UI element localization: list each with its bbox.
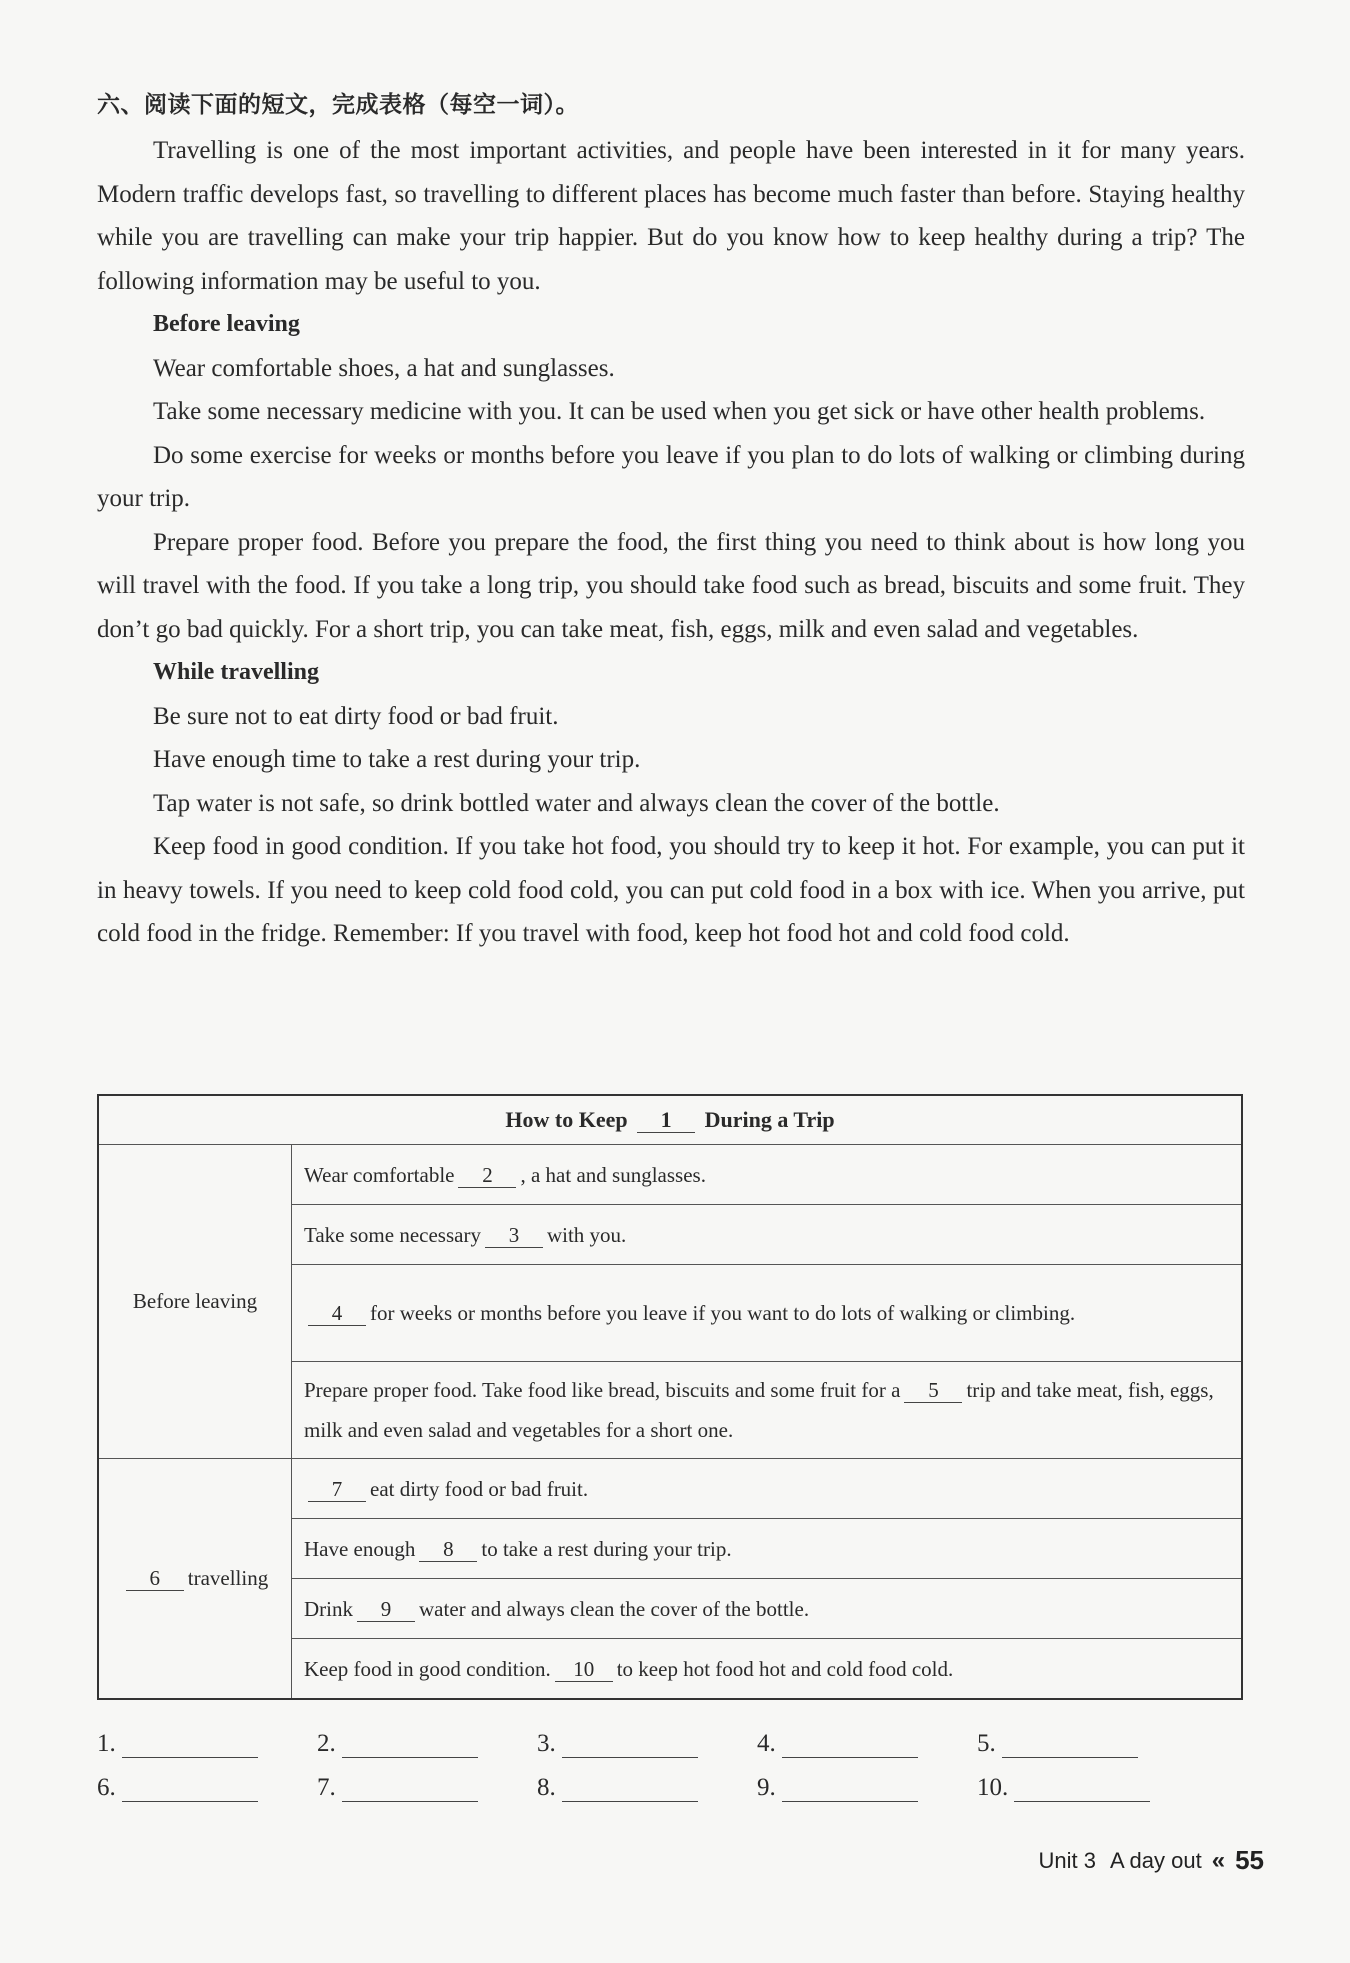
answer-line[interactable] (562, 1737, 698, 1758)
page-footer (1038, 1845, 1264, 1876)
before-paragraph-1: Wear comfortable shoes, a hat and sunglasses. (153, 354, 615, 382)
answer-item[interactable]: 6. (97, 1758, 317, 1802)
answer-item[interactable]: 2. (317, 1714, 537, 1758)
answer-item[interactable]: 10. (977, 1758, 1197, 1802)
blank-7[interactable]: 7 (308, 1477, 366, 1502)
answer-line[interactable] (1002, 1737, 1138, 1758)
blank-5[interactable]: 5 (904, 1378, 962, 1403)
answer-line[interactable] (782, 1781, 918, 1802)
summary-table (97, 1094, 1243, 1700)
answer-row (97, 1758, 1197, 1802)
answer-line[interactable] (782, 1737, 918, 1758)
table-title: How to Keep 1 During a Trip (98, 1095, 1242, 1145)
intro-paragraph: Travelling is one of the most important activities, and people have been interested in it for many years. Modern traffic develops fast, so travelling to different places has become much faster than before. Staying healthy while you are travelling can make your trip happier. But do you know how to keep healthy during a trip? The following information may be useful to you. (97, 137, 1245, 295)
blank-4[interactable]: 4 (308, 1301, 366, 1326)
table-row: 7 eat dirty food or bad fruit. (292, 1459, 1243, 1519)
while-paragraph-4: Keep food in good condition. If you take hot food, you should try to keep it hot. For example, you can put it in heavy towels. If you need to keep cold food cold, you can put cold food in a box with ice. When you arrive, put cold food in the fridge. Remember: If you travel with food, keep hot food hot and cold food cold. (97, 833, 1245, 947)
answer-item[interactable]: 7. (317, 1758, 537, 1802)
section-title: 六、阅读下面的短文，完成表格（每空一词）。 (97, 92, 579, 118)
table-row: Drink 9 water and always clean the cover of the bottle. (292, 1579, 1243, 1639)
blank-10[interactable]: 10 (555, 1657, 613, 1682)
answer-item[interactable]: 3. (537, 1714, 757, 1758)
while-paragraph-1: Be sure not to eat dirty food or bad fruit. (153, 702, 559, 730)
blank-8[interactable]: 8 (419, 1537, 477, 1562)
answer-line[interactable] (122, 1781, 258, 1802)
answer-item[interactable]: 4. (757, 1714, 977, 1758)
before-paragraph-3: Do some exercise for weeks or months before you leave if you plan to do lots of walking or climbing during your trip. (97, 441, 1245, 512)
table-row: Prepare proper food. Take food like bread, biscuits and some fruit for a 5 trip and take meat, fish, eggs, milk and even salad and vegetables for a short one. (292, 1362, 1243, 1459)
table-row: Wear comfortable 2 , a hat and sunglasses. (292, 1145, 1243, 1205)
table-row: Take some necessary 3 with you. (292, 1205, 1243, 1265)
blank-1[interactable]: 1 (637, 1108, 695, 1133)
table-row: Have enough 8 to take a rest during your trip. (292, 1519, 1243, 1579)
double-chevron-icon: « (1211, 1846, 1226, 1874)
footer-unit: Unit 3 (1038, 1847, 1096, 1873)
before-paragraph-4: Prepare proper food. Before you prepare the food, the first thing you need to think about is how long you will travel with the food. If you take a long trip, you should take food such as bread, biscuits and some fruit. They don’t go bad quickly. For a short trip, you can take meat, fish, eggs, milk and even salad and vegetables. (97, 528, 1245, 643)
answer-item[interactable]: 5. (977, 1714, 1197, 1758)
table-row: Keep food in good condition. 10 to keep hot food hot and cold food cold. (292, 1639, 1243, 1700)
category-while-travelling: 6 travelling (98, 1459, 292, 1700)
footer-title: A day out (1109, 1847, 1202, 1873)
while-travelling-heading: While travelling (153, 659, 319, 685)
before-leaving-heading: Before leaving (153, 311, 300, 337)
category-before-leaving: Before leaving (98, 1145, 292, 1459)
blank-6[interactable]: 6 (126, 1566, 184, 1591)
page-number: 55 (1235, 1845, 1264, 1875)
answer-line[interactable] (1014, 1781, 1150, 1802)
before-paragraph-2: Take some necessary medicine with you. It can be used when you get sick or have other health problems. (153, 398, 1206, 425)
answer-line[interactable] (562, 1781, 698, 1802)
blank-9[interactable]: 9 (357, 1597, 415, 1622)
while-paragraph-3: Tap water is not safe, so drink bottled water and always clean the cover of the bottle. (153, 789, 1000, 817)
answer-item[interactable]: 9. (757, 1758, 977, 1802)
blank-3[interactable]: 3 (485, 1223, 543, 1248)
answer-line[interactable] (122, 1737, 258, 1758)
while-paragraph-2: Have enough time to take a rest during your trip. (153, 746, 641, 773)
reading-passage (97, 86, 1245, 956)
answer-item[interactable]: 1. (97, 1714, 317, 1758)
answer-row (97, 1714, 1197, 1758)
answer-lines (97, 1714, 1197, 1802)
answer-line[interactable] (342, 1781, 478, 1802)
answer-item[interactable]: 8. (537, 1758, 757, 1802)
answer-line[interactable] (342, 1737, 478, 1758)
blank-2[interactable]: 2 (458, 1163, 516, 1188)
table-row: 4 for weeks or months before you leave if you want to do lots of walking or climbing. (292, 1265, 1243, 1362)
